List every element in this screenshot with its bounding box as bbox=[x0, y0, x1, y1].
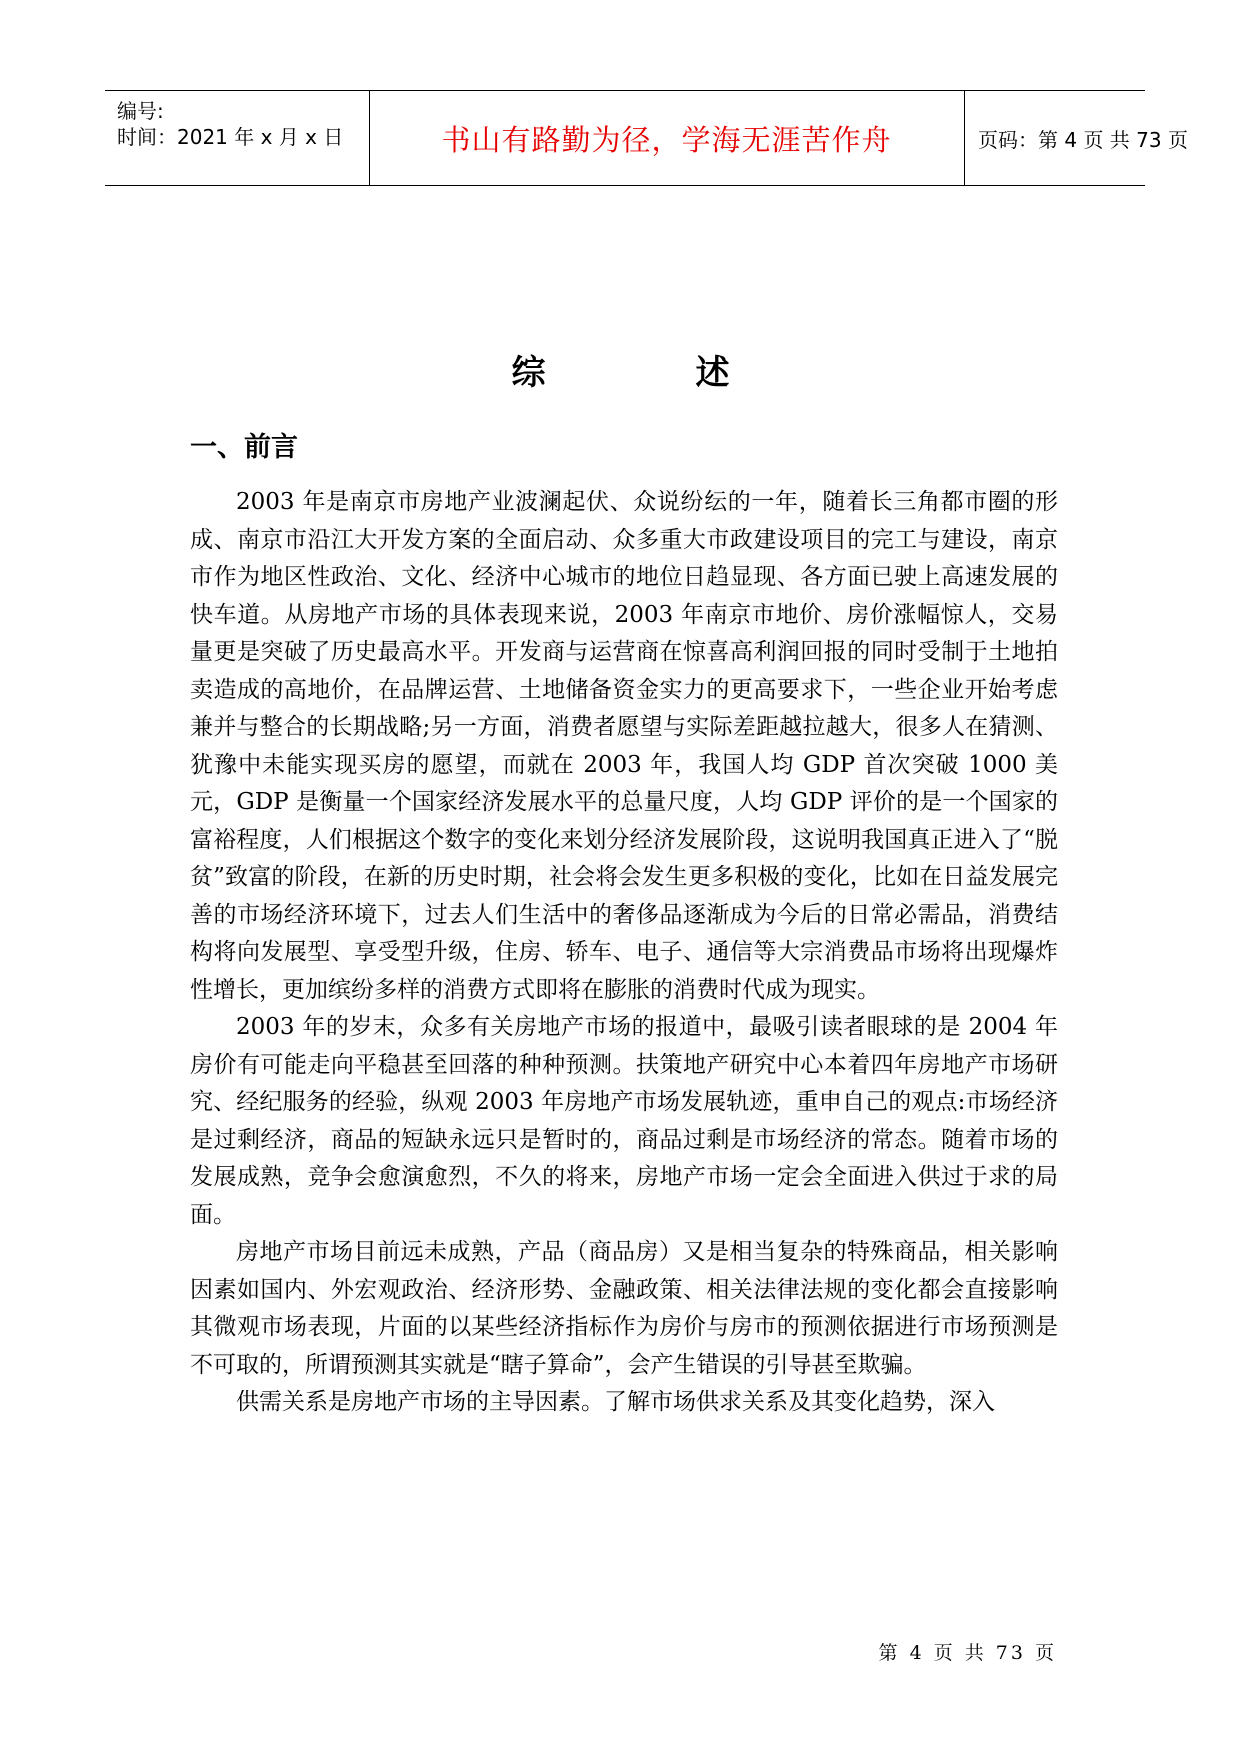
paragraph-4: 供需关系是房地产市场的主导因素。了解市场供求关系及其变化趋势，深入 bbox=[236, 1389, 995, 1415]
page-title bbox=[0, 345, 1241, 394]
paragraph-2: 2003 年的岁末，众多有关房地产市场的报道中，最吸引读者眼球的是 2004 年房价有可能走向平稳甚至回落的种种预测。扶策地产研究中心本着四年房地产市场研究、经纪服务的经验，纵观 2003 年房地产市场发展轨迹，重申自己的观点:市场经济是过剩经济，商品的短缺永远只是暂时的，商品过剩是市场经济的常态。随着市场的发展成熟，竞争会愈演愈烈，不久的将来，房地产市场一定会全面进入供过于求的局面。 bbox=[190, 1014, 1058, 1228]
document-time-label: 时间：2021 年 x 月 x 日 bbox=[117, 125, 344, 149]
page-header bbox=[105, 90, 1188, 186]
paragraph-1: 2003 年是南京市房地产业波澜起伏、众说纷纭的一年，随着长三角都市圈的形成、南京市沿江大开发方案的全面启动、众多重大市政建设项目的完工与建设，南京市作为地区性政治、文化、经济中心城市的地位日趋显现、各方面已驶上高速发展的快车道。从房地产市场的具体表现来说，2003 年南京市地价、房价涨幅惊人，交易量更是突破了历史最高水平。开发商与运营商在惊喜高利润回报的同时受制于土地拍卖造成的高地价，在品牌运营、土地储备资金实力的更高要求下，一些企业开始考虑兼并与整合的长期战略;另一方面，消费者愿望与实际差距越拉越大，很多人在猜测、犹豫中未能实现买房的愿望，而就在 2003 年，我国人均 GDP 首次突破 1000 美元，GDP 是衡量一个国家经济发展水平的总量尺度，人均 GDP 评价的是一个国家的富裕程度，人们根据这个数字的变化来划分经济发展阶段，这说明我国真正进入了“脱贫”致富的阶段，在新的历史时期，社会将会发生更多积极的变化，比如在日益发展完善的市场经济环境下，过去人们生活中的奢侈品逐渐成为今后的日常必需品，消费结构将向发展型、享受型升级，住房、轿车、电子、通信等大宗消费品市场将出现爆炸性增长，更加缤纷多样的消费方式即将在膨胀的消费时代成为现实。 bbox=[190, 489, 1058, 1003]
header-motto: 书山有路勤为径，学海无涯苦作舟 bbox=[441, 122, 892, 157]
title-char-1: 综 bbox=[511, 353, 546, 393]
header-info-cell bbox=[105, 91, 370, 185]
document-number-label: 编号: bbox=[117, 99, 164, 123]
page-footer: 第 4 页 共 73 页 bbox=[878, 1642, 1057, 1664]
header-page-cell bbox=[964, 91, 1188, 185]
body-text bbox=[190, 484, 1058, 1422]
header-motto-cell bbox=[369, 91, 965, 185]
paragraph-3: 房地产市场目前远未成熟，产品（商品房）又是相当复杂的特殊商品，相关影响因素如国内、外宏观政治、经济形势、金融政策、相关法律法规的变化都会直接影响其微观市场表现，片面的以某些经济指标作为房价与房市的预测依据进行市场预测是不可取的，所谓预测其实就是“瞎子算命”，会产生错误的引导甚至欺骗。 bbox=[190, 1239, 1058, 1378]
section-heading: 一、前言 bbox=[190, 432, 298, 463]
title-char-2: 述 bbox=[695, 353, 730, 393]
header-page-number: 页码：第 4 页 共 73 页 bbox=[978, 127, 1188, 152]
